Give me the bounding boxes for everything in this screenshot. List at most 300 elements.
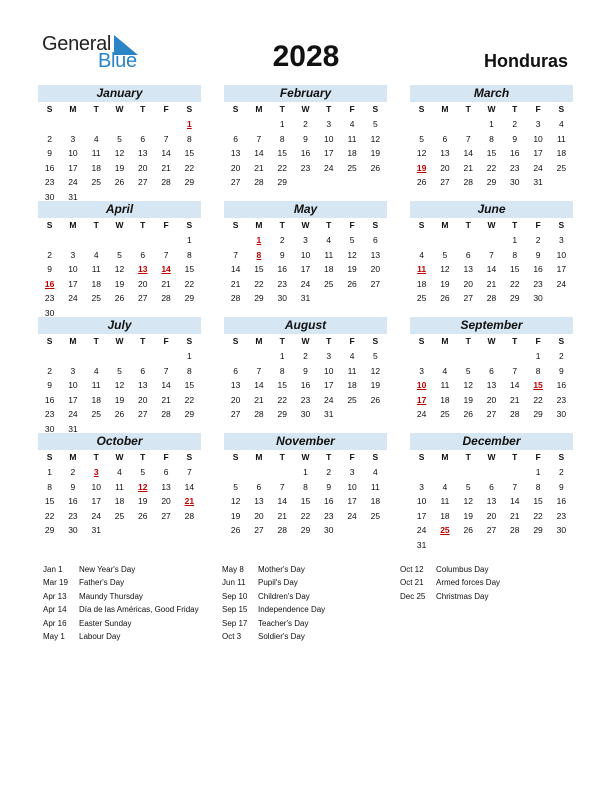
weekday-header: M (69, 104, 77, 114)
holiday-row (222, 619, 325, 632)
day-cell: 7 (279, 481, 285, 492)
holiday-date: Sep 10 (222, 591, 248, 601)
day-cell: 22 (184, 162, 195, 173)
holiday-name: Teacher's Day (258, 618, 309, 628)
day-cell: 15 (254, 264, 264, 274)
holiday-name: Christmas Day (436, 591, 489, 601)
day-cell: 10 (68, 148, 78, 158)
weekday-header: S (418, 104, 425, 114)
weekday-header: F (163, 104, 169, 114)
empty-day-cell (108, 233, 131, 248)
day-cell: 7 (465, 133, 471, 144)
day-cell: 4 (372, 467, 378, 477)
day-cell: 6 (489, 481, 494, 492)
day-cell: 16 (510, 148, 520, 158)
day-cell: 3 (535, 119, 541, 129)
day-cell: 5 (465, 365, 471, 376)
day-cell: 8 (489, 133, 494, 144)
weekday-header: T (512, 336, 518, 346)
holiday-day-cell: 10 (416, 380, 427, 390)
day-cell: 13 (161, 481, 171, 492)
day-cell: 14 (510, 496, 520, 506)
day-cell: 29 (510, 293, 520, 303)
holiday-column (43, 565, 199, 645)
day-cell: 24 (347, 510, 357, 521)
day-cell: 14 (254, 148, 264, 158)
day-cell: 10 (416, 496, 427, 506)
day-cell: 30 (300, 409, 311, 419)
empty-day-cell (154, 233, 177, 248)
day-cell: 21 (254, 162, 264, 173)
weekday-header: S (418, 220, 425, 230)
day-cell: 10 (556, 249, 567, 260)
day-cell: 5 (233, 481, 238, 492)
weekday-header: T (140, 104, 146, 114)
day-cell: 2 (558, 467, 564, 477)
month-header: July (38, 317, 201, 334)
weekday-header: S (558, 104, 565, 114)
day-cell: 14 (277, 496, 287, 506)
weekday-header: M (69, 220, 77, 230)
day-cell: 11 (556, 133, 566, 144)
weekday-header: M (441, 336, 449, 346)
holiday-row (400, 578, 500, 591)
day-cell: 17 (416, 510, 427, 521)
day-cell: 7 (163, 249, 169, 260)
day-cell: 1 (535, 467, 541, 477)
day-cell: 13 (440, 148, 450, 158)
day-cell: 31 (68, 423, 78, 434)
day-cell: 17 (91, 496, 101, 506)
day-cell: 2 (47, 249, 52, 260)
day-cell: 30 (68, 525, 78, 535)
day-cell: 4 (93, 365, 99, 376)
day-cell: 3 (70, 133, 76, 144)
day-cell: 29 (533, 409, 543, 419)
day-cell: 22 (300, 510, 311, 521)
holiday-row (43, 592, 199, 605)
holiday-day-cell: 3 (93, 467, 99, 477)
day-cell: 12 (347, 249, 357, 260)
weekday-header: T (465, 336, 471, 346)
day-cell: 30 (44, 307, 55, 318)
day-cell: 2 (535, 235, 541, 245)
day-cell: 11 (115, 481, 124, 492)
day-cell: 11 (347, 365, 357, 376)
day-cell: 24 (68, 293, 78, 303)
month-header: November (224, 433, 387, 450)
day-cell: 21 (277, 510, 287, 521)
empty-day-cell (38, 117, 61, 132)
holiday-row (400, 592, 500, 605)
day-cell: 18 (347, 380, 357, 390)
weekday-header: M (441, 452, 449, 462)
day-cell: 3 (326, 351, 332, 361)
holiday-name: Easter Sunday (79, 618, 132, 628)
holiday-name: New Year's Day (79, 565, 136, 574)
month-april (38, 201, 201, 320)
weekday-header: W (301, 220, 310, 230)
day-cell: 10 (68, 380, 78, 390)
day-cell: 23 (556, 394, 567, 405)
day-cell: 2 (512, 119, 518, 129)
holiday-date: Oct 21 (400, 578, 424, 588)
empty-day-cell (224, 117, 247, 132)
day-cell: 14 (486, 264, 497, 274)
day-cell: 28 (486, 293, 497, 303)
holiday-date: Dec 25 (400, 591, 426, 601)
day-cell: 25 (440, 409, 450, 419)
day-cell: 27 (254, 525, 264, 535)
day-cell: 14 (463, 148, 473, 158)
day-cell: 21 (161, 162, 171, 173)
day-cell: 10 (347, 481, 357, 492)
holiday-date: Oct 3 (222, 631, 242, 641)
empty-day-cell (108, 117, 131, 132)
day-cell: 17 (324, 380, 334, 390)
day-cell: 9 (303, 133, 308, 144)
day-cell: 28 (184, 510, 195, 521)
empty-day-cell (61, 117, 84, 132)
empty-day-cell (271, 465, 294, 480)
day-cell: 18 (91, 162, 101, 173)
day-cell: 23 (68, 510, 78, 521)
month-august (224, 317, 387, 422)
holiday-date: May 1 (43, 631, 65, 641)
day-cell: 22 (533, 394, 543, 405)
day-cell: 9 (279, 249, 285, 260)
day-cell: 18 (324, 264, 334, 274)
weekday-header: W (487, 336, 496, 346)
weekday-header: M (255, 104, 263, 114)
empty-day-cell (457, 233, 480, 248)
day-cell: 26 (230, 525, 241, 535)
day-cell: 29 (184, 409, 195, 419)
day-cell: 9 (47, 264, 52, 274)
weekday-header: S (232, 104, 239, 114)
day-cell: 5 (442, 249, 448, 260)
day-cell: 19 (138, 496, 148, 506)
empty-day-cell (410, 465, 433, 480)
day-cell: 6 (163, 467, 169, 477)
empty-day-cell (457, 349, 480, 364)
weekday-header: W (487, 452, 496, 462)
day-cell: 24 (533, 162, 543, 173)
day-cell: 20 (230, 394, 241, 405)
day-cell: 27 (138, 177, 148, 187)
day-cell: 14 (230, 264, 241, 274)
day-cell: 8 (512, 249, 518, 260)
day-cell: 11 (440, 380, 450, 390)
day-cell: 15 (300, 496, 311, 506)
day-cell: 6 (465, 249, 471, 260)
weekday-header: T (279, 104, 285, 114)
empty-day-cell (410, 233, 433, 248)
empty-day-cell (433, 465, 456, 480)
weekday-header: W (487, 220, 496, 230)
day-cell: 1 (279, 119, 285, 129)
day-cell: 6 (372, 235, 378, 245)
day-cell: 1 (279, 351, 285, 361)
day-cell: 19 (463, 394, 473, 405)
day-cell: 24 (68, 177, 78, 187)
month-header: August (224, 317, 387, 334)
day-cell: 6 (140, 249, 146, 260)
day-cell: 23 (556, 510, 567, 521)
weekday-header: S (46, 336, 53, 346)
holiday-date: Sep 17 (222, 618, 248, 628)
weekday-header: T (512, 220, 518, 230)
empty-day-cell (38, 349, 61, 364)
day-cell: 20 (440, 162, 450, 173)
weekday-header: F (535, 336, 541, 346)
day-cell: 22 (184, 394, 195, 405)
day-cell: 18 (556, 148, 567, 158)
weekday-header: W (115, 104, 124, 114)
day-cell: 19 (114, 162, 125, 173)
weekday-header: S (232, 336, 239, 346)
month-october (38, 433, 201, 538)
holiday-name: Mother's Day (258, 565, 305, 574)
day-cell: 10 (68, 264, 78, 274)
day-cell: 29 (533, 525, 543, 535)
holiday-column (400, 565, 500, 605)
empty-day-cell (61, 233, 84, 248)
day-cell: 2 (279, 235, 285, 245)
day-cell: 21 (463, 162, 473, 173)
holiday-date: Apr 13 (43, 591, 67, 601)
day-cell: 5 (117, 133, 122, 144)
day-cell: 31 (91, 525, 101, 535)
day-cell: 17 (68, 278, 78, 289)
day-cell: 10 (533, 133, 543, 144)
empty-day-cell (154, 117, 177, 132)
holiday-day-cell: 1 (186, 119, 192, 129)
day-cell: 9 (326, 481, 332, 492)
holiday-day-cell: 8 (256, 249, 262, 260)
day-cell: 21 (510, 394, 520, 405)
day-cell: 7 (163, 365, 169, 376)
holiday-name: Maundy Thursday (79, 591, 143, 601)
empty-day-cell (503, 349, 526, 364)
weekday-header: S (372, 104, 379, 114)
day-cell: 31 (416, 539, 427, 550)
weekday-header: M (255, 220, 263, 230)
weekday-header: T (512, 452, 518, 462)
empty-day-cell (61, 349, 84, 364)
holiday-day-cell: 14 (161, 264, 171, 274)
day-cell: 5 (419, 133, 424, 144)
day-cell: 4 (93, 133, 99, 144)
day-cell: 7 (489, 249, 494, 260)
holiday-row (222, 605, 325, 618)
holiday-day-cell: 13 (138, 264, 148, 274)
day-cell: 4 (349, 119, 355, 129)
day-cell: 29 (300, 525, 311, 535)
day-cell: 19 (114, 278, 125, 289)
day-cell: 26 (114, 177, 125, 187)
day-cell: 28 (510, 525, 520, 535)
day-cell: 18 (114, 496, 125, 506)
day-cell: 9 (558, 365, 564, 376)
month-november (224, 433, 387, 538)
holiday-date: Jan 1 (43, 565, 63, 574)
weekday-header: S (232, 220, 239, 230)
month-january (38, 85, 201, 204)
day-cell: 19 (370, 148, 381, 158)
day-cell: 11 (370, 481, 380, 492)
day-cell: 10 (324, 365, 334, 376)
empty-day-cell (131, 233, 154, 248)
weekday-header: F (535, 452, 541, 462)
holiday-day-cell: 12 (138, 481, 148, 492)
day-cell: 29 (184, 177, 195, 187)
month-july (38, 317, 201, 436)
day-cell: 22 (510, 278, 520, 289)
day-cell: 5 (372, 351, 378, 361)
day-cell: 21 (230, 278, 241, 289)
day-cell: 18 (91, 394, 101, 405)
day-cell: 27 (138, 409, 148, 419)
day-cell: 20 (254, 510, 264, 521)
day-cell: 6 (489, 365, 494, 376)
day-cell: 5 (465, 481, 471, 492)
day-cell: 19 (114, 394, 125, 405)
day-cell: 20 (138, 162, 148, 173)
day-cell: 17 (324, 148, 334, 158)
day-cell: 7 (186, 467, 192, 477)
day-cell: 12 (114, 264, 125, 274)
day-cell: 4 (326, 235, 332, 245)
empty-day-cell (247, 117, 270, 132)
day-cell: 8 (186, 133, 192, 144)
empty-day-cell (108, 349, 131, 364)
day-cell: 12 (114, 380, 125, 390)
empty-day-cell (480, 233, 503, 248)
logo-general-text: General (42, 33, 112, 55)
empty-day-cell (247, 465, 270, 480)
month-header: May (224, 201, 387, 218)
country-title: Honduras (483, 51, 568, 71)
day-cell: 1 (186, 351, 192, 361)
day-cell: 29 (184, 293, 195, 303)
month-header: February (224, 85, 387, 102)
day-cell: 19 (440, 278, 450, 289)
day-cell: 7 (233, 249, 238, 260)
day-cell: 31 (533, 177, 543, 187)
empty-day-cell (85, 233, 108, 248)
day-cell: 22 (184, 278, 195, 289)
holiday-name: Soldier's Day (258, 631, 305, 641)
day-cell: 18 (370, 496, 381, 506)
empty-day-cell (410, 349, 433, 364)
day-cell: 23 (277, 278, 287, 289)
holiday-date: Jun 11 (222, 578, 246, 588)
holiday-row (43, 632, 199, 645)
day-cell: 13 (254, 496, 264, 506)
holiday-row (222, 632, 325, 645)
day-cell: 26 (347, 278, 357, 289)
holiday-name: Father's Day (79, 578, 125, 588)
holiday-row (43, 578, 199, 591)
day-cell: 25 (324, 278, 334, 289)
day-cell: 26 (114, 409, 125, 419)
day-cell: 14 (510, 380, 520, 390)
day-cell: 28 (510, 409, 520, 419)
day-cell: 24 (556, 278, 567, 289)
weekday-header: F (349, 336, 355, 346)
day-cell: 27 (463, 293, 473, 303)
day-cell: 8 (47, 481, 52, 492)
day-cell: 27 (230, 177, 241, 187)
day-cell: 3 (419, 365, 424, 376)
day-cell: 27 (486, 525, 497, 535)
day-cell: 1 (535, 351, 541, 361)
day-cell: 25 (556, 162, 567, 173)
day-cell: 18 (440, 394, 450, 405)
day-cell: 10 (324, 133, 334, 144)
weekday-header: S (558, 452, 565, 462)
month-header: April (38, 201, 201, 218)
day-cell: 19 (370, 380, 381, 390)
day-cell: 15 (486, 148, 497, 158)
day-cell: 4 (558, 119, 564, 129)
day-cell: 9 (70, 481, 76, 492)
weekday-header: M (69, 452, 77, 462)
holiday-day-cell: 16 (44, 278, 55, 289)
day-cell: 1 (47, 467, 52, 477)
day-cell: 28 (254, 177, 264, 187)
weekday-header: T (279, 220, 285, 230)
weekday-header: T (465, 220, 471, 230)
day-cell: 17 (68, 162, 78, 173)
weekday-header: S (186, 452, 193, 462)
holiday-day-cell: 17 (416, 394, 427, 405)
weekday-header: S (372, 220, 379, 230)
day-cell: 29 (486, 177, 497, 187)
day-cell: 24 (416, 525, 427, 535)
weekday-header: T (512, 104, 518, 114)
day-cell: 12 (230, 496, 241, 506)
day-cell: 22 (254, 278, 264, 289)
day-cell: 1 (303, 467, 308, 477)
day-cell: 7 (256, 365, 262, 376)
day-cell: 13 (486, 380, 497, 390)
day-cell: 17 (533, 148, 543, 158)
day-cell: 4 (117, 467, 122, 477)
day-cell: 8 (279, 365, 285, 376)
month-header: January (38, 85, 201, 102)
day-cell: 14 (254, 380, 264, 390)
day-cell: 2 (70, 467, 76, 477)
day-cell: 1 (186, 235, 192, 245)
day-cell: 14 (161, 148, 171, 158)
day-cell: 9 (47, 148, 52, 158)
day-cell: 12 (463, 496, 473, 506)
day-cell: 30 (44, 423, 55, 434)
day-cell: 13 (138, 148, 148, 158)
empty-day-cell (131, 117, 154, 132)
weekday-header: S (418, 336, 425, 346)
day-cell: 28 (161, 293, 171, 303)
month-header: September (410, 317, 573, 334)
day-cell: 26 (463, 409, 473, 419)
day-cell: 20 (138, 394, 148, 405)
weekday-header: T (326, 220, 332, 230)
day-cell: 29 (277, 177, 287, 187)
logo-blue-text: Blue (98, 50, 137, 72)
day-cell: 6 (233, 365, 238, 376)
